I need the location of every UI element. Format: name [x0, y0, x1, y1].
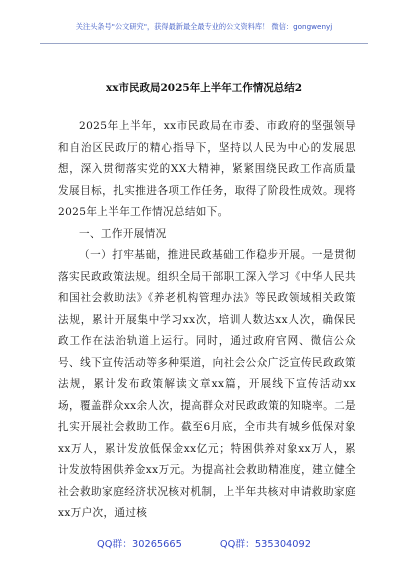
- intro-paragraph: 2025年上半年，xx市民政局在市委、市政府的坚强领导和自治区民政厅的精心指导下，坚持以人民为中心的发展思想，深入贯彻落实党的XX大精神，紧紧围绕民政工作高质量发展目标，扎实推进各项工作任务，取得了阶段性成效。现将2025年上半年工作情况总结如下。: [58, 120, 356, 218]
- body-paragraph: （一）打牢基础，推进民政基础工作稳步开展。一是贯彻落实民政政策法规。组织全局干部职工深入学习《中华人民共和国社会救助法》《养老机构管理办法》等民政领域相关政策法规，累计开展集中学习xx次，培训人数达xx人次，确保民政工作在法治轨道上运行。同时，通过政府官网、微信公众号、线下宣传活动等多种渠道，向社会公众广泛宣传民政政策法规，累计发布政策解读文章xx篇，开展线下宣传活动xx场，覆盖群众xx余人次，提高群众对民政政策的知晓率。二是扎实开展社会救助工作。截至6月底，全市共有城乡低保对象xx万人，累计发放低保金xx亿元；特困供养对象xx万人，累计发放特困供养金xx万元。为提高社会救助精准度，建立健全社会救助家庭经济状况核对机制，上半年共核对申请救助家庭xx万户次，通过核: [58, 249, 356, 519]
- header-banner: 关注头条号"公文研究"，获得最新最全最专业的公文资料库！ 微信：gongwenyj: [75, 22, 333, 31]
- footer-contacts: [0, 536, 408, 550]
- footer-qq-group-1: QQ群：30265665: [96, 539, 182, 550]
- header-divider: [40, 43, 368, 44]
- document-title: xx市民政局2025年上半年工作情况总结2: [105, 82, 303, 94]
- footer-qq-group-2: QQ群：535304092: [219, 539, 311, 550]
- section-heading: 一、工作开展情况: [79, 227, 167, 240]
- document-body: [58, 116, 356, 525]
